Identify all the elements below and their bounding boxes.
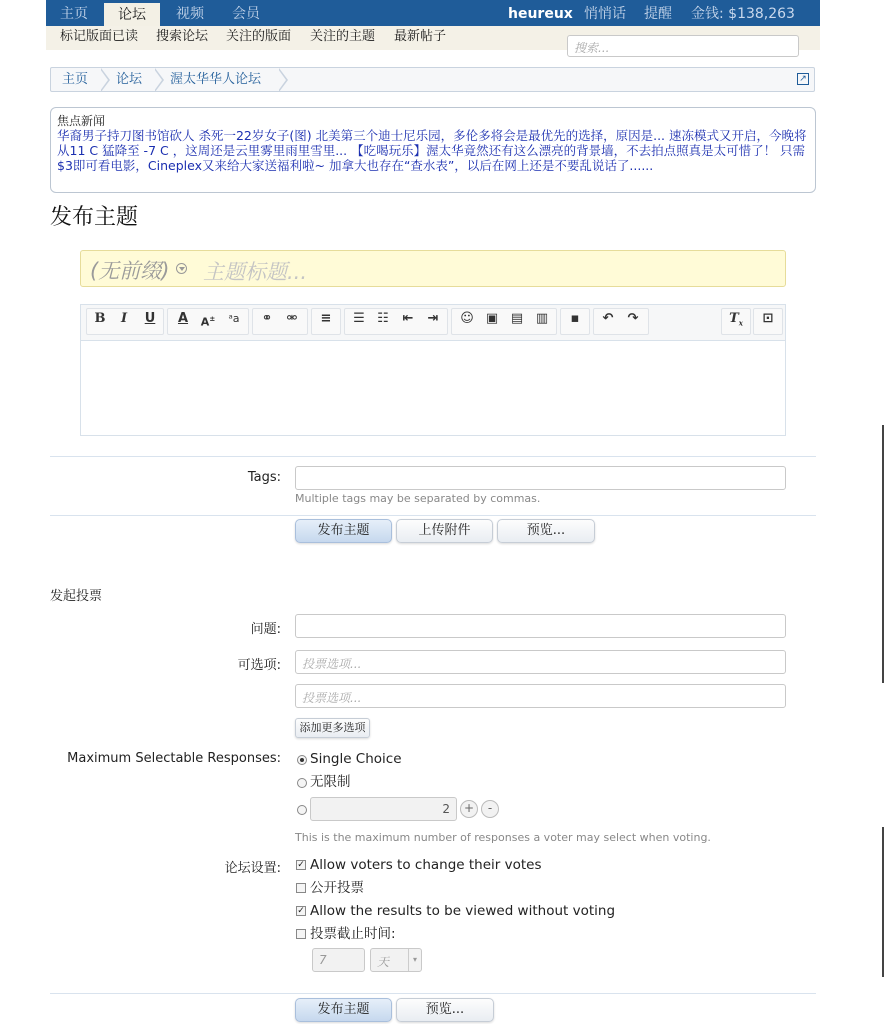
tags-label: Tags: [247, 470, 281, 485]
watched-forums-link[interactable]: 关注的版面 [226, 29, 292, 44]
unlimited-radio[interactable] [297, 778, 307, 788]
top-navigation [46, 0, 820, 26]
italic-icon[interactable]: I [120, 311, 128, 326]
news-title: 焦点新闻 [57, 114, 106, 128]
max-responses-hint: This is the maximum number of responses a voter may select when voting. [295, 831, 711, 844]
mark-forums-read-link[interactable]: 标记版面已读 [60, 29, 139, 44]
custom-count-radio[interactable] [297, 805, 307, 815]
font-color-icon[interactable]: A [177, 311, 189, 326]
post-thread-button-bottom[interactable]: 发布主题 [295, 998, 392, 1022]
link-icon[interactable]: ⚭ [261, 311, 273, 326]
poll-settings-label: 论坛设置: [224, 861, 281, 876]
image-icon[interactable]: ▣ [485, 311, 499, 326]
post-thread-button[interactable]: 发布主题 [295, 519, 392, 543]
numbered-list-icon[interactable]: ☷ [377, 311, 389, 326]
poll-options-label: 可选项: [237, 658, 281, 673]
money-display: 金钱: $138,263 [691, 6, 795, 22]
smilie-icon[interactable]: ☺ [460, 311, 474, 326]
quote-icon[interactable]: ▥ [535, 311, 549, 326]
poll-option-input[interactable]: 投票选项... [295, 684, 786, 708]
new-posts-link[interactable]: 最新帖子 [394, 29, 447, 44]
upload-attachment-button[interactable]: 上传附件 [396, 519, 493, 543]
breadcrumb-separator [101, 68, 110, 92]
public-votes-label[interactable]: 公开投票 [310, 880, 364, 896]
public-votes-checkbox[interactable] [296, 883, 306, 893]
close-poll-checkbox[interactable] [296, 929, 306, 939]
search-forums-link[interactable]: 搜索论坛 [156, 29, 209, 44]
scrollbar-track[interactable] [882, 425, 884, 683]
rich-text-editor[interactable] [80, 304, 786, 436]
watched-threads-link[interactable]: 关注的主题 [310, 29, 376, 44]
tags-input[interactable] [295, 466, 786, 490]
unlimited-label[interactable]: 无限制 [310, 774, 351, 790]
thread-title-input[interactable]: 主题标题... [203, 260, 308, 284]
popout-icon[interactable]: ↗ [797, 73, 809, 85]
preview-button-bottom[interactable]: 预览... [396, 998, 494, 1022]
chevron-down-icon[interactable]: ▾ [408, 949, 421, 971]
poll-question-label: 问题: [250, 622, 281, 637]
view-results-checkbox[interactable]: ✓ [297, 906, 305, 916]
breadcrumb-ottawa-forum[interactable]: 渥太华华人论坛 [170, 72, 262, 87]
thread-title-field[interactable] [80, 250, 786, 287]
preview-button[interactable]: 预览... [497, 519, 595, 543]
underline-icon[interactable]: U [144, 311, 156, 326]
username-link[interactable]: heureux [508, 6, 573, 22]
tags-hint: Multiple tags may be separated by commas. [295, 492, 541, 505]
divider [50, 515, 816, 516]
scrollbar-track[interactable] [882, 827, 884, 977]
decrement-button[interactable]: - [481, 800, 499, 818]
prefix-select[interactable]: (无前缀) [90, 259, 170, 283]
add-more-options-button[interactable]: 添加更多选项 [295, 718, 370, 738]
close-poll-unit-select[interactable] [370, 948, 422, 972]
save-draft-icon[interactable]: ▪ [570, 311, 580, 326]
divider [50, 993, 816, 994]
page-title: 发布主题 [50, 205, 139, 230]
single-choice-radio[interactable] [297, 755, 307, 765]
breadcrumb-home[interactable]: 主页 [62, 72, 89, 87]
breadcrumb-forums[interactable]: 论坛 [116, 72, 143, 87]
poll-question-input[interactable] [295, 614, 786, 638]
nav-tab-forums[interactable]: 论坛 [104, 0, 160, 26]
indent-icon[interactable]: ⇥ [427, 311, 439, 326]
outdent-icon[interactable]: ⇤ [402, 311, 414, 326]
breadcrumb-separator [155, 68, 164, 92]
custom-count-input[interactable]: 2 [310, 797, 457, 821]
close-poll-label[interactable]: 投票截止时间: [310, 926, 396, 942]
change-votes-checkbox[interactable]: ✓ [297, 860, 305, 870]
poll-heading: 发起投票 [50, 589, 103, 604]
search-input[interactable]: 搜索... [567, 35, 799, 57]
align-icon[interactable]: ≡ [320, 311, 332, 326]
single-choice-label[interactable]: Single Choice [310, 751, 402, 767]
font-family-icon[interactable]: ᵃa [228, 312, 240, 325]
remove-format-icon[interactable]: $T_x$ [729, 311, 743, 328]
messages-link[interactable]: 悄悄话 [584, 6, 626, 22]
bold-icon[interactable]: B [94, 311, 106, 326]
breadcrumb-separator [279, 68, 288, 92]
nav-tab-members[interactable]: 会员 [232, 6, 260, 22]
max-responses-label: Maximum Selectable Responses: [67, 751, 281, 766]
increment-button[interactable]: + [460, 800, 478, 818]
nav-tab-home[interactable]: 主页 [60, 6, 88, 22]
undo-icon[interactable]: ↶ [602, 311, 614, 326]
news-headlines[interactable]: 华裔男子持刀图书馆砍人 杀死一22岁女子(图) 北美第三个迪士尼乐园，多伦多将会是最优先的选择，原因是... 速冻模式又开启，今晚将从11 C 猛降至 -7 C ，这周还是云里雾里雨里雪里... 【吃喝玩乐】渥太华竟然还有这么漂亮的背景墙，不去拍点照真是太可惜了！ 只需$3即可看电影，Cineplex又来给大家送福利啦~ 加拿大也存在“查水表”，以后在网上还是不要乱说话了...... [57, 128, 807, 173]
nav-tab-videos[interactable]: 视频 [176, 6, 204, 22]
media-icon[interactable]: ▤ [510, 311, 524, 326]
news-box [50, 107, 816, 193]
font-size-icon[interactable]: A± [200, 315, 216, 329]
close-poll-unit-value: 天 [377, 955, 390, 969]
redo-icon[interactable]: ↷ [627, 311, 639, 326]
toggle-bbcode-icon[interactable]: ⊡ [762, 311, 774, 326]
divider [50, 456, 816, 457]
alerts-link[interactable]: 提醒 [644, 6, 672, 22]
breadcrumb [50, 67, 815, 92]
editor-toolbar [81, 305, 785, 341]
chevron-down-icon[interactable] [176, 263, 187, 274]
unlink-icon[interactable]: ⚮ [286, 311, 298, 326]
close-poll-length-input[interactable]: 7 [312, 948, 365, 972]
poll-option-input[interactable]: 投票选项... [295, 650, 786, 674]
change-votes-label[interactable]: Allow voters to change their votes [310, 857, 542, 873]
view-results-label[interactable]: Allow the results to be viewed without voting [310, 903, 616, 919]
bullet-list-icon[interactable]: ☰ [353, 311, 365, 326]
